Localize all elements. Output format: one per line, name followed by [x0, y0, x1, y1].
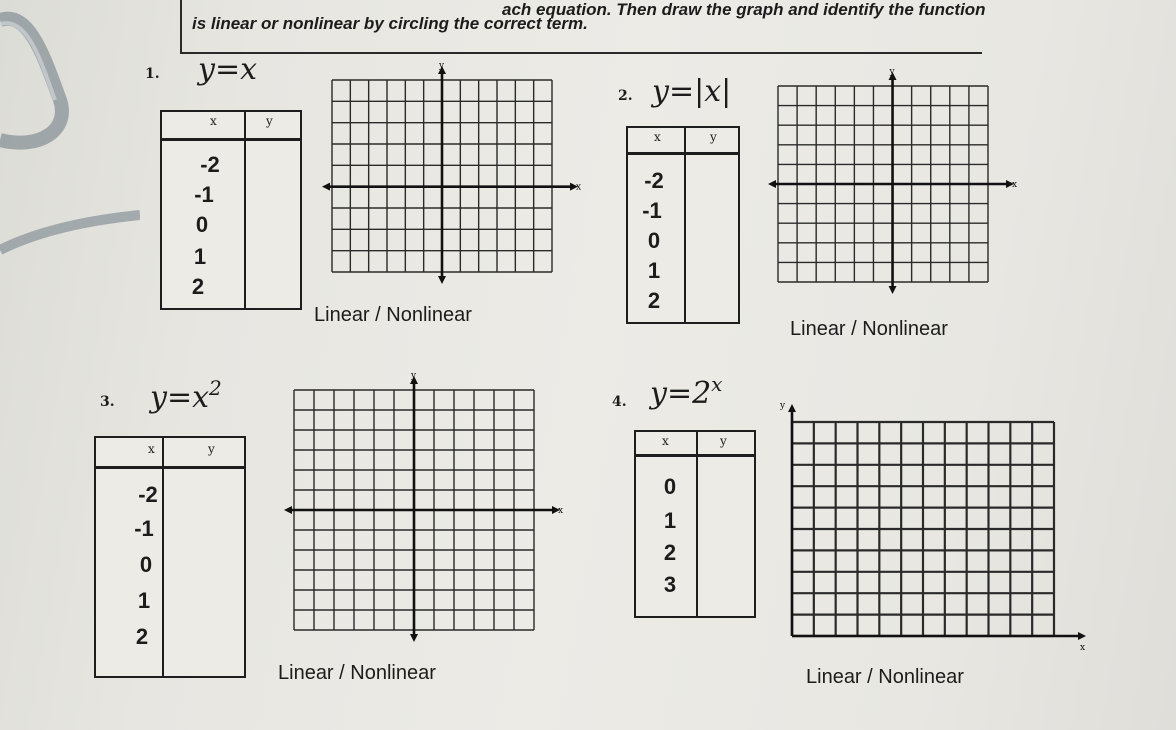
table-x-value: 0	[663, 474, 677, 499]
earring-decoration	[0, 0, 140, 300]
table-x-value: -2	[138, 482, 158, 507]
table-x-value: 2	[647, 288, 661, 313]
problem-4-equation: $y=2^x$	[650, 372, 723, 411]
problem-1-table	[160, 110, 302, 310]
table-x-value: 2	[135, 624, 149, 649]
problem-2-table	[626, 126, 740, 324]
table-x-value: 0	[647, 228, 661, 253]
y-axis-arrow-down	[889, 286, 897, 294]
x-axis-label: x	[1012, 180, 1018, 190]
table-x-value: 0	[195, 212, 209, 237]
instructions-box	[180, 0, 986, 54]
problem-1-number: 1.	[145, 66, 160, 82]
x-axis-label: x	[576, 182, 582, 193]
problem-3-graph	[286, 372, 568, 648]
problem-2-graph	[766, 67, 1018, 298]
table-x-header: x	[654, 130, 661, 144]
table-x-value: -2	[644, 168, 664, 193]
table-x-value: -1	[642, 198, 662, 223]
x-axis-arrow-left	[284, 506, 292, 514]
problem-4-graph	[772, 396, 1086, 653]
x-axis-arrow-right	[1078, 632, 1086, 640]
table-x-value: 1	[137, 588, 151, 613]
problem-1-graph	[326, 61, 582, 290]
y-axis-arrow-down	[438, 276, 446, 284]
problem-4-table	[634, 430, 756, 618]
problem-3-table	[94, 436, 246, 678]
table-y-header: y	[710, 130, 717, 144]
problem-3-answer: Linear / Nonlinear	[278, 662, 436, 684]
y-axis-label: y	[411, 371, 417, 381]
y-axis-label: y	[780, 401, 786, 411]
table-x-value: 1	[647, 258, 661, 283]
y-axis-label: y	[439, 61, 445, 71]
table-x-value: 3	[663, 572, 677, 597]
table-x-header: x	[148, 442, 155, 456]
table-y-header: y	[720, 434, 727, 448]
problem-1-answer: Linear / Nonlinear	[314, 304, 472, 326]
instructions-line-2: is linear or nonlinear by circling the correct term.	[192, 14, 588, 33]
table-y-header: y	[208, 442, 215, 456]
y-axis-arrow-down	[410, 634, 418, 642]
problem-4-number: 4.	[612, 394, 627, 410]
table-x-value: -1	[194, 182, 214, 207]
problem-3-number: 3.	[100, 394, 115, 410]
table-x-header: x	[210, 114, 217, 128]
table-y-header: y	[266, 114, 273, 128]
y-axis-arrow-up	[788, 404, 796, 412]
x-axis-label: x	[558, 506, 564, 516]
problem-3-equation: $y=x^2$	[150, 376, 222, 415]
problem-2-number: 2.	[618, 88, 633, 104]
x-axis-label: x	[1080, 643, 1086, 653]
y-axis-label: y	[889, 67, 895, 77]
table-x-value: 1	[663, 508, 677, 533]
table-x-header: x	[662, 434, 669, 448]
problem-2-answer: Linear / Nonlinear	[790, 318, 948, 340]
table-x-value: 2	[663, 540, 677, 565]
x-axis-arrow-left	[768, 180, 776, 188]
table-x-value: 1	[193, 244, 207, 269]
table-x-value: -2	[200, 152, 220, 177]
problem-1-equation: y=x	[198, 52, 258, 87]
problem-4-answer: Linear / Nonlinear	[806, 666, 964, 688]
table-x-value: -1	[134, 516, 154, 541]
table-x-value: 2	[191, 274, 205, 299]
x-axis-arrow-left	[322, 183, 330, 191]
problem-2-equation: y=|x|	[652, 74, 732, 109]
instructions-line-1: ach equation. Then draw the graph and identify the function	[502, 0, 986, 19]
table-x-value: 0	[139, 552, 153, 577]
